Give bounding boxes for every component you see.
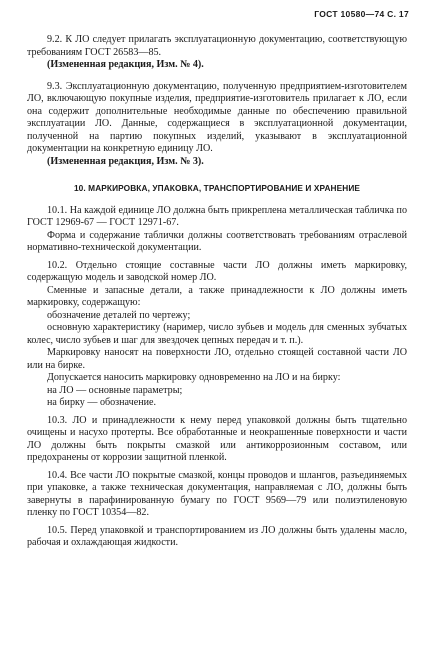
- paragraph-9-3: 9.3. Эксплуатационную документацию, полученную предприятием-изготовителем ЛО, включающую покупные изделия, предприятие-изготовитель прилагает к ЛО, если она содержит дополнительные необходимые данные по обеспечению правильной эксплуатации ЛО. Данные, содержащиеся в эксплуатационной документации, полученной на партию покупных изделий, указывают в эксплуатационной документации на конкретную единицу ЛО.: [27, 80, 407, 154]
- paragraph-10-5: 10.5. Перед упаковкой и транспортированием из ЛО должны быть удалены масло, рабочая и охлаждающая жидкости.: [27, 524, 407, 548]
- edition-note-3: (Измененная редакция, Изм. № 3).: [47, 155, 204, 167]
- paragraph-10-2-item-3: на ЛО — основные параметры;: [47, 384, 183, 396]
- paragraph-10-1: 10.1. На каждой единице ЛО должна быть прикреплена металлическая табличка по ГОСТ 12969-67 — ГОСТ 12971-67.: [27, 204, 407, 228]
- paragraph-10-3: 10.3. ЛО и принадлежности к нему перед упаковкой должны быть тщательно очищены и насухо протерты. Все обработанные и неокрашенные поверхности и части ЛО должны быть покрыты смазкой или антикоррозионным составом, или предохранены от коррозии защитной пленкой.: [27, 414, 407, 463]
- paragraph-10-2-item-4: на бирку — обозначение.: [47, 397, 156, 408]
- paragraph-10-2-allowed: Допускается наносить маркировку одновременно на ЛО и на бирку:: [47, 372, 341, 383]
- paragraph-10-2-item-2: основную характеристику (наример, число зубьев и модель для сменных зубчатых колес, число зубьев и шаг для звездочек цепных передач и т. п.).: [27, 322, 407, 346]
- paragraph-10-2-item-1: обозначение деталей по чертежу;: [47, 309, 191, 321]
- paragraph-9-2: 9.2. К ЛО следует прилагать эксплуатационную документацию, соответствующую требованиям ГОСТ 26583—85.: [27, 34, 407, 58]
- section-heading: 10. МАРКИРОВКА, УПАКОВКА, ТРАНСПОРТИРОВАНИЕ И ХРАНЕНИЕ: [73, 183, 361, 193]
- paragraph-10-1-form: Форма и содержание таблички должны соответствовать требованиям отраслевой нормативно-технической документации.: [27, 229, 407, 253]
- document-body: [27, 34, 407, 550]
- paragraph-10-2: 10.2. Отдельно стоящие составные части ЛО должны иметь маркировку, содержащую модель и заводской номер ЛО.: [27, 259, 407, 283]
- page-header: ГОСТ 10580—74 С. 17: [314, 9, 409, 19]
- paragraph-10-2-parts: Сменные и запасные детали, а также принадлежности к ЛО должны иметь маркировку, содержащую:: [27, 284, 407, 308]
- paragraph-10-2-marking: Маркировку наносят на поверхности ЛО, отдельно стоящей составной части ЛО или на бирке.: [27, 347, 407, 371]
- paragraph-10-4: 10.4. Все части ЛО покрытые смазкой, концы проводов и шлангов, разъединяемых при упаковке, а также техническая документация, направляемая с ЛО, должны быть завернуты в парафинированную бумагу по ГОСТ 9569—79 или полиэтиленовую пленку по ГОСТ 10354—82.: [27, 469, 407, 518]
- edition-note-4: (Измененная редакция, Изм. № 4).: [47, 59, 204, 70]
